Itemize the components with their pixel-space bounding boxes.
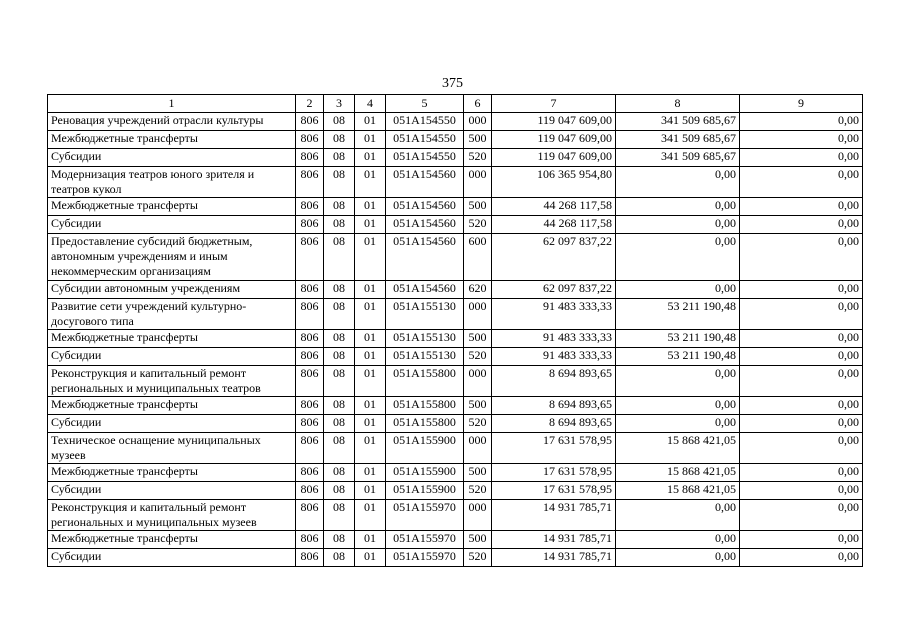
- row-name: Техническое оснащение муниципальных музеев: [48, 433, 296, 464]
- row-amount-col7: 106 365 954,80: [492, 167, 616, 198]
- row-amount-col8: 341 509 685,67: [616, 131, 740, 149]
- row-subsection-code: 01: [355, 366, 386, 397]
- row-target-code: 051А154560: [386, 216, 464, 234]
- row-ministry-code: 806: [296, 397, 324, 415]
- row-expense-type-code: 500: [464, 131, 492, 149]
- row-amount-col9: 0,00: [740, 167, 863, 198]
- row-target-code: 051А155130: [386, 299, 464, 330]
- row-expense-type-code: 600: [464, 234, 492, 281]
- row-expense-type-code: 520: [464, 149, 492, 167]
- row-amount-col9: 0,00: [740, 216, 863, 234]
- row-subsection-code: 01: [355, 281, 386, 299]
- row-section-code: 08: [324, 464, 355, 482]
- row-amount-col7: 62 097 837,22: [492, 234, 616, 281]
- row-amount-col7: 119 047 609,00: [492, 131, 616, 149]
- row-subsection-code: 01: [355, 433, 386, 464]
- row-ministry-code: 806: [296, 366, 324, 397]
- table-row: [48, 549, 863, 567]
- row-ministry-code: 806: [296, 299, 324, 330]
- row-amount-col8: 15 868 421,05: [616, 482, 740, 500]
- row-subsection-code: 01: [355, 299, 386, 330]
- row-amount-col7: 17 631 578,95: [492, 464, 616, 482]
- row-amount-col7: 119 047 609,00: [492, 113, 616, 131]
- row-name: Межбюджетные трансферты: [48, 397, 296, 415]
- table-row: [48, 234, 863, 281]
- row-section-code: 08: [324, 299, 355, 330]
- row-amount-col7: 44 268 117,58: [492, 216, 616, 234]
- row-section-code: 08: [324, 113, 355, 131]
- table-row: [48, 397, 863, 415]
- row-amount-col8: 53 211 190,48: [616, 299, 740, 330]
- row-amount-col9: 0,00: [740, 366, 863, 397]
- header-col-4: 4: [355, 95, 386, 113]
- row-target-code: 051А155900: [386, 433, 464, 464]
- row-target-code: 051А154560: [386, 234, 464, 281]
- row-expense-type-code: 000: [464, 366, 492, 397]
- table-row: [48, 348, 863, 366]
- row-subsection-code: 01: [355, 330, 386, 348]
- row-target-code: 051А155800: [386, 397, 464, 415]
- row-amount-col9: 0,00: [740, 500, 863, 531]
- row-ministry-code: 806: [296, 415, 324, 433]
- row-amount-col8: 0,00: [616, 549, 740, 567]
- header-col-9: 9: [740, 95, 863, 113]
- header-col-2: 2: [296, 95, 324, 113]
- row-amount-col7: 91 483 333,33: [492, 299, 616, 330]
- row-name: Межбюджетные трансферты: [48, 330, 296, 348]
- row-ministry-code: 806: [296, 531, 324, 549]
- row-expense-type-code: 000: [464, 500, 492, 531]
- row-amount-col8: 0,00: [616, 500, 740, 531]
- row-expense-type-code: 500: [464, 330, 492, 348]
- header-col-7: 7: [492, 95, 616, 113]
- row-name: Модернизация театров юного зрителя и театров кукол: [48, 167, 296, 198]
- row-section-code: 08: [324, 149, 355, 167]
- row-name: Межбюджетные трансферты: [48, 198, 296, 216]
- table-row: [48, 216, 863, 234]
- header-col-3: 3: [324, 95, 355, 113]
- row-section-code: 08: [324, 482, 355, 500]
- row-ministry-code: 806: [296, 348, 324, 366]
- row-section-code: 08: [324, 531, 355, 549]
- row-amount-col8: 0,00: [616, 234, 740, 281]
- row-target-code: 051А155130: [386, 330, 464, 348]
- table-row: [48, 149, 863, 167]
- table-row: [48, 366, 863, 397]
- row-subsection-code: 01: [355, 131, 386, 149]
- row-amount-col7: 17 631 578,95: [492, 482, 616, 500]
- row-name: Субсидии: [48, 549, 296, 567]
- row-subsection-code: 01: [355, 216, 386, 234]
- table-row: [48, 167, 863, 198]
- budget-table: [47, 94, 863, 567]
- table-row: [48, 482, 863, 500]
- row-expense-type-code: 000: [464, 167, 492, 198]
- row-target-code: 051А155800: [386, 415, 464, 433]
- table-row: [48, 281, 863, 299]
- row-section-code: 08: [324, 281, 355, 299]
- row-name: Развитие сети учреждений культурно-досугового типа: [48, 299, 296, 330]
- row-expense-type-code: 500: [464, 198, 492, 216]
- row-amount-col8: 53 211 190,48: [616, 330, 740, 348]
- row-ministry-code: 806: [296, 433, 324, 464]
- row-subsection-code: 01: [355, 415, 386, 433]
- row-amount-col8: 341 509 685,67: [616, 149, 740, 167]
- row-amount-col9: 0,00: [740, 131, 863, 149]
- row-ministry-code: 806: [296, 113, 324, 131]
- row-name: Субсидии: [48, 348, 296, 366]
- table-row: [48, 415, 863, 433]
- header-col-1: 1: [48, 95, 296, 113]
- row-amount-col9: 0,00: [740, 482, 863, 500]
- row-expense-type-code: 520: [464, 348, 492, 366]
- row-name: Субсидии: [48, 415, 296, 433]
- table-row: [48, 131, 863, 149]
- row-amount-col7: 91 483 333,33: [492, 348, 616, 366]
- row-ministry-code: 806: [296, 464, 324, 482]
- table-row: [48, 330, 863, 348]
- row-amount-col8: 0,00: [616, 531, 740, 549]
- table-row: [48, 198, 863, 216]
- row-name: Межбюджетные трансферты: [48, 131, 296, 149]
- row-name: Субсидии: [48, 482, 296, 500]
- row-amount-col7: 8 694 893,65: [492, 415, 616, 433]
- row-expense-type-code: 520: [464, 216, 492, 234]
- row-section-code: 08: [324, 234, 355, 281]
- row-expense-type-code: 000: [464, 113, 492, 131]
- row-ministry-code: 806: [296, 149, 324, 167]
- row-subsection-code: 01: [355, 167, 386, 198]
- row-amount-col8: 15 868 421,05: [616, 433, 740, 464]
- row-subsection-code: 01: [355, 348, 386, 366]
- row-amount-col7: 62 097 837,22: [492, 281, 616, 299]
- row-subsection-code: 01: [355, 500, 386, 531]
- row-expense-type-code: 000: [464, 433, 492, 464]
- row-section-code: 08: [324, 131, 355, 149]
- row-ministry-code: 806: [296, 330, 324, 348]
- row-ministry-code: 806: [296, 216, 324, 234]
- row-amount-col7: 91 483 333,33: [492, 330, 616, 348]
- row-name: Субсидии: [48, 149, 296, 167]
- row-amount-col8: 0,00: [616, 281, 740, 299]
- row-subsection-code: 01: [355, 149, 386, 167]
- row-amount-col9: 0,00: [740, 149, 863, 167]
- table-row: [48, 531, 863, 549]
- row-target-code: 051А155970: [386, 549, 464, 567]
- row-target-code: 051А155130: [386, 348, 464, 366]
- row-amount-col8: 0,00: [616, 415, 740, 433]
- row-target-code: 051А154550: [386, 149, 464, 167]
- row-subsection-code: 01: [355, 234, 386, 281]
- row-section-code: 08: [324, 549, 355, 567]
- table-row: [48, 464, 863, 482]
- header-col-5: 5: [386, 95, 464, 113]
- row-amount-col8: 341 509 685,67: [616, 113, 740, 131]
- row-amount-col7: 14 931 785,71: [492, 500, 616, 531]
- row-target-code: 051А154560: [386, 281, 464, 299]
- row-section-code: 08: [324, 415, 355, 433]
- row-ministry-code: 806: [296, 482, 324, 500]
- row-target-code: 051А155800: [386, 366, 464, 397]
- row-target-code: 051А154550: [386, 131, 464, 149]
- row-amount-col9: 0,00: [740, 348, 863, 366]
- row-subsection-code: 01: [355, 464, 386, 482]
- row-amount-col9: 0,00: [740, 234, 863, 281]
- row-target-code: 051А154560: [386, 167, 464, 198]
- row-amount-col9: 0,00: [740, 330, 863, 348]
- row-amount-col7: 14 931 785,71: [492, 549, 616, 567]
- row-ministry-code: 806: [296, 234, 324, 281]
- row-amount-col7: 8 694 893,65: [492, 397, 616, 415]
- row-section-code: 08: [324, 433, 355, 464]
- row-subsection-code: 01: [355, 549, 386, 567]
- row-amount-col8: 53 211 190,48: [616, 348, 740, 366]
- table-row: [48, 299, 863, 330]
- row-amount-col7: 14 931 785,71: [492, 531, 616, 549]
- row-target-code: 051А155900: [386, 464, 464, 482]
- row-amount-col8: 0,00: [616, 397, 740, 415]
- row-name: Реновация учреждений отрасли культуры: [48, 113, 296, 131]
- row-target-code: 051А155900: [386, 482, 464, 500]
- row-amount-col8: 0,00: [616, 198, 740, 216]
- row-target-code: 051А155970: [386, 531, 464, 549]
- table-row: [48, 113, 863, 131]
- row-expense-type-code: 500: [464, 531, 492, 549]
- row-amount-col8: 0,00: [616, 366, 740, 397]
- row-name: Межбюджетные трансферты: [48, 531, 296, 549]
- row-amount-col9: 0,00: [740, 549, 863, 567]
- table-row: [48, 433, 863, 464]
- row-section-code: 08: [324, 330, 355, 348]
- row-expense-type-code: 520: [464, 482, 492, 500]
- row-target-code: 051А155970: [386, 500, 464, 531]
- table-row: [48, 500, 863, 531]
- row-section-code: 08: [324, 348, 355, 366]
- row-amount-col7: 8 694 893,65: [492, 366, 616, 397]
- row-amount-col9: 0,00: [740, 464, 863, 482]
- header-row: [48, 95, 863, 113]
- row-expense-type-code: 000: [464, 299, 492, 330]
- row-amount-col9: 0,00: [740, 281, 863, 299]
- row-expense-type-code: 620: [464, 281, 492, 299]
- row-amount-col9: 0,00: [740, 531, 863, 549]
- row-section-code: 08: [324, 500, 355, 531]
- header-col-6: 6: [464, 95, 492, 113]
- row-ministry-code: 806: [296, 131, 324, 149]
- row-section-code: 08: [324, 216, 355, 234]
- row-name: Предоставление субсидий бюджетным, автономным учреждениям и иным некоммерческим организациям: [48, 234, 296, 281]
- row-ministry-code: 806: [296, 549, 324, 567]
- row-subsection-code: 01: [355, 198, 386, 216]
- row-amount-col7: 17 631 578,95: [492, 433, 616, 464]
- row-target-code: 051А154550: [386, 113, 464, 131]
- row-amount-col8: 0,00: [616, 167, 740, 198]
- row-amount-col8: 0,00: [616, 216, 740, 234]
- row-section-code: 08: [324, 366, 355, 397]
- row-amount-col9: 0,00: [740, 415, 863, 433]
- row-section-code: 08: [324, 167, 355, 198]
- row-subsection-code: 01: [355, 531, 386, 549]
- row-expense-type-code: 520: [464, 415, 492, 433]
- row-amount-col9: 0,00: [740, 113, 863, 131]
- row-subsection-code: 01: [355, 113, 386, 131]
- row-amount-col9: 0,00: [740, 397, 863, 415]
- row-amount-col7: 44 268 117,58: [492, 198, 616, 216]
- row-ministry-code: 806: [296, 167, 324, 198]
- row-amount-col7: 119 047 609,00: [492, 149, 616, 167]
- row-name: Субсидии автономным учреждениям: [48, 281, 296, 299]
- row-subsection-code: 01: [355, 482, 386, 500]
- row-subsection-code: 01: [355, 397, 386, 415]
- row-amount-col9: 0,00: [740, 433, 863, 464]
- row-expense-type-code: 500: [464, 464, 492, 482]
- row-name: Реконструкция и капитальный ремонт региональных и муниципальных театров: [48, 366, 296, 397]
- row-expense-type-code: 500: [464, 397, 492, 415]
- header-col-8: 8: [616, 95, 740, 113]
- row-target-code: 051А154560: [386, 198, 464, 216]
- row-amount-col8: 15 868 421,05: [616, 464, 740, 482]
- row-amount-col9: 0,00: [740, 299, 863, 330]
- row-ministry-code: 806: [296, 281, 324, 299]
- row-section-code: 08: [324, 198, 355, 216]
- row-ministry-code: 806: [296, 198, 324, 216]
- row-expense-type-code: 520: [464, 549, 492, 567]
- row-section-code: 08: [324, 397, 355, 415]
- page-number: 375: [442, 76, 463, 91]
- table-body: [48, 113, 863, 567]
- row-amount-col9: 0,00: [740, 198, 863, 216]
- row-name: Субсидии: [48, 216, 296, 234]
- row-ministry-code: 806: [296, 500, 324, 531]
- row-name: Реконструкция и капитальный ремонт региональных и муниципальных музеев: [48, 500, 296, 531]
- row-name: Межбюджетные трансферты: [48, 464, 296, 482]
